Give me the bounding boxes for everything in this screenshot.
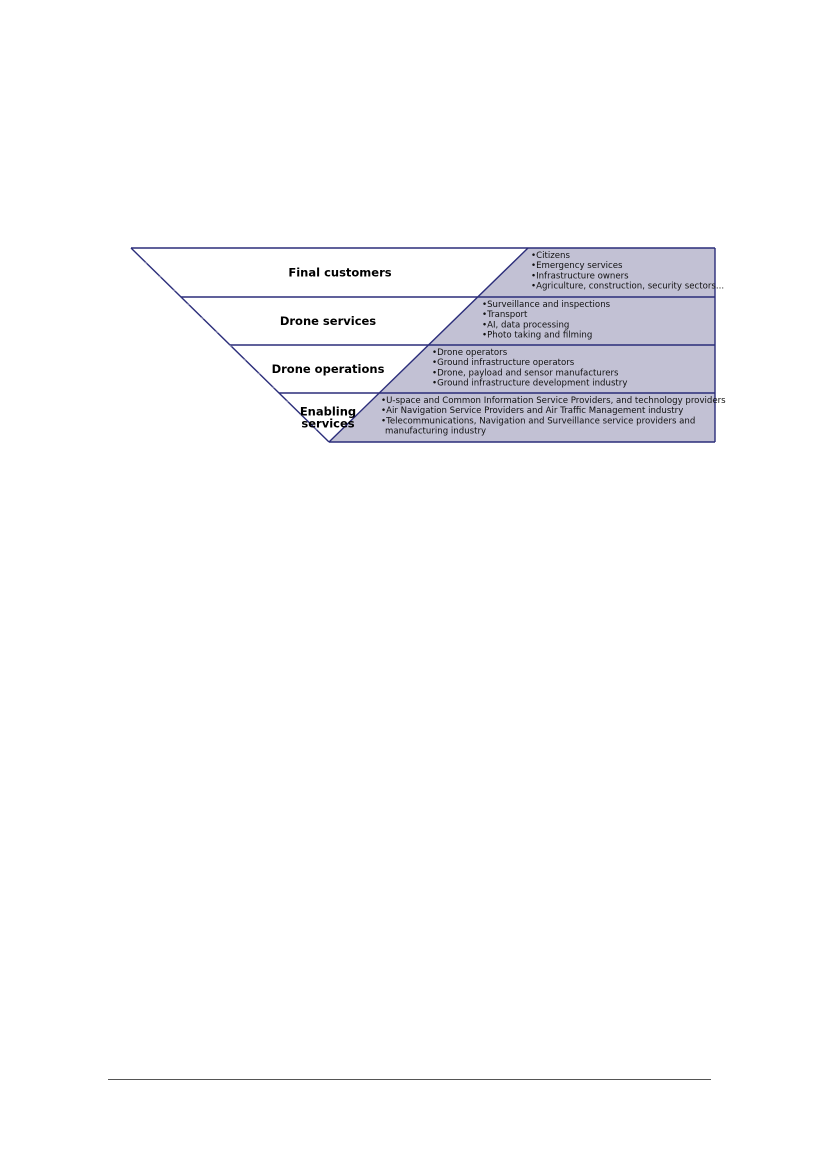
layer-item: •Drone operators bbox=[432, 348, 508, 358]
layer-title: services bbox=[301, 416, 355, 431]
layer-item: •Emergency services bbox=[531, 261, 623, 272]
layer-item: •Ground infrastructure development industry bbox=[432, 378, 628, 389]
layer-item: manufacturing industry bbox=[385, 426, 487, 437]
layer-item: •Citizens bbox=[531, 251, 570, 261]
layer-item: •U-space and Common Information Service Providers, and technology providers bbox=[381, 396, 726, 406]
layer-item: •Air Navigation Service Providers and Air Traffic Management industry bbox=[381, 406, 684, 417]
layer-item: •Surveillance and inspections bbox=[482, 300, 611, 310]
layer-item: •Agriculture, construction, security sectors... bbox=[531, 281, 725, 292]
layer-item: •Drone, payload and sensor manufacturers bbox=[432, 368, 619, 379]
footer-rule bbox=[108, 1079, 711, 1080]
layer-item: •Infrastructure owners bbox=[531, 271, 629, 282]
layer-item: •Telecommunications, Navigation and Surveillance service providers and bbox=[381, 416, 696, 427]
layer-item: •Photo taking and filming bbox=[482, 330, 593, 341]
layer-item: •Ground infrastructure operators bbox=[432, 358, 575, 369]
layer-title: Enabling bbox=[299, 404, 357, 419]
layer-title: Drone operations bbox=[271, 362, 385, 376]
layer-title: Final customers bbox=[288, 265, 392, 280]
layer-item: •Transport bbox=[482, 310, 528, 321]
layer-item: •AI, data processing bbox=[482, 320, 570, 331]
layer-title: Drone services bbox=[279, 314, 377, 328]
